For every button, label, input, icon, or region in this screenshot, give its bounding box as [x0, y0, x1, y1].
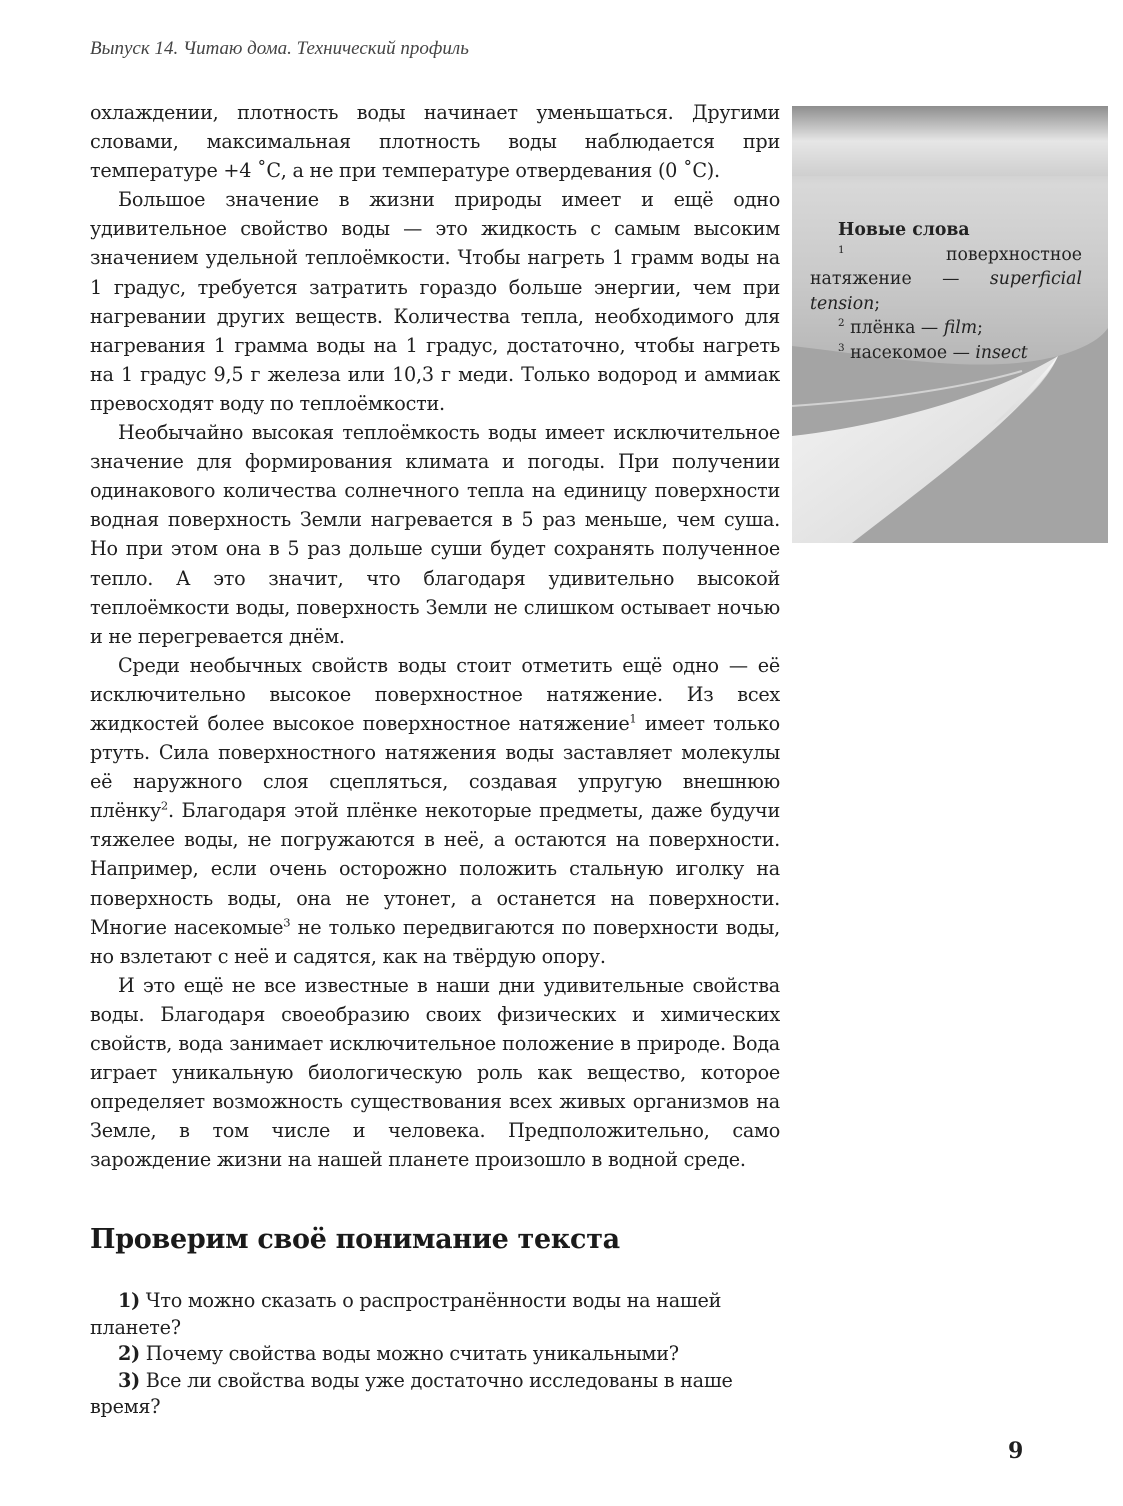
- questions-list: [90, 1288, 780, 1421]
- paragraph: Необычайно высокая теплоёмкость воды имеет исключительное значение для формирования климата и погоды. При получении одинакового количества солнечного тепла на единицу поверхности водная поверхность Земли нагревается в 5 раз меньше, чем суша. Но при этом она в 5 раз дольше суши будет сохранять полученное тепло. А это значит, что благодаря удивительно высокой теплоёмкости воды, поверхность Земли не слишком остывает ночью и не перегревается днём.: [90, 421, 780, 648]
- vocab-end: ;: [874, 293, 881, 314]
- paragraph-text: Среди необычных свойств воды стоит отметить ещё одно — её исключительно высокое поверхностное натяжение. Из всех жидкостей более высокое поверхностное натяжение: [90, 653, 780, 735]
- paragraph-text: . Благодаря этой плёнке некоторые предметы, даже будучи тяжелее воды, не погружаются в неё, а остаются на поверхности. Например, если очень осторожно положить стальную иголку на поверхность воды, она не утонет, а останется на поверхности. Многие насекомые: [90, 799, 780, 939]
- question-number: 1): [118, 1289, 140, 1312]
- main-text: [90, 98, 780, 1174]
- vocab-en: film: [943, 318, 978, 339]
- vocab-num: 2: [838, 317, 845, 330]
- paragraph-text: не только передвигаются по поверхности воды, но взлетают с неё и садятся, как на твёрдую опору.: [90, 915, 780, 968]
- vocab-ru: плёнка —: [844, 318, 944, 339]
- paragraph: Большое значение в жизни природы имеет и ещё одно удивительное свойство воды — это жидкость с самым высоким значением удельной теплоёмкости. Чтобы нагреть 1 грамм воды на 1 градус, требуется затратить гораздо больше энергии, чем при нагревании других веществ. Количества тепла, необходимого для нагревания 1 грамма воды на 1 градус, достаточно, чтобы нагреть на 1 градус 9,5 г железа или 10,3 г меди. Только водород и аммиак превосходят воду по теплоёмкости.: [90, 188, 780, 415]
- vocab-en: insect: [975, 342, 1028, 363]
- vocab-item: [810, 316, 1082, 341]
- vocab-item: [810, 341, 1082, 366]
- paragraph: И это ещё не все известные в наши дни удивительные свойства воды. Благодаря своеобразию своих физических и химических свойств, вода занимает исключительное положение в природе. Вода играет уникальную биологическую роль как вещество, которое определяет возможность существования всех живых организмов на Земле, в том числе и человека. Предположительно, само зарождение жизни на нашей планете произошло в водной среде.: [90, 973, 780, 1172]
- vocab-item: [810, 243, 1082, 317]
- question-text: Все ли свойства воды уже достаточно исследованы в наше время?: [90, 1368, 733, 1418]
- running-head: Выпуск 14. Читаю дома. Технический профиль: [90, 38, 469, 59]
- paragraph-text: имеет только ртуть. Сила поверхностного натяжения воды заставляет молекулы её наружного слоя сцепляться, создавая упругую внешнюю плёнку: [90, 711, 780, 823]
- question-text: Что можно сказать о распространённости воды на нашей планете?: [90, 1289, 722, 1339]
- vocab-ru: насекомое —: [844, 342, 976, 363]
- new-words-box: [810, 218, 1082, 366]
- section-heading: Проверим своё понимание текста: [90, 1224, 620, 1255]
- footnote-ref-2: 2: [160, 798, 168, 813]
- footnote-ref-3: 3: [283, 915, 291, 930]
- vocab-num: 3: [838, 342, 845, 355]
- footnote-ref-1: 1: [629, 711, 637, 726]
- question-item: [90, 1368, 780, 1421]
- vocab-end: ;: [977, 318, 983, 339]
- new-words-title: Новые слова: [838, 220, 970, 240]
- vocab-en: superficial tension: [810, 269, 1082, 314]
- page-number: 9: [1008, 1438, 1024, 1464]
- question-number: 2): [118, 1342, 140, 1365]
- question-item: [90, 1341, 780, 1368]
- vocab-ru: поверхностное натяжение —: [810, 244, 1082, 290]
- question-item: [90, 1288, 780, 1341]
- paragraph: охлаждении, плотность воды начинает уменьшаться. Другими словами, максимальная плотность воды наблюдается при температуре +4 ˚С, а не при температуре отвердевания (0 ˚С).: [90, 101, 780, 183]
- question-number: 3): [118, 1368, 140, 1392]
- question-text: Почему свойства воды можно считать уникальными?: [139, 1342, 679, 1365]
- vocab-num: 1: [838, 243, 845, 256]
- paragraph: [90, 651, 780, 971]
